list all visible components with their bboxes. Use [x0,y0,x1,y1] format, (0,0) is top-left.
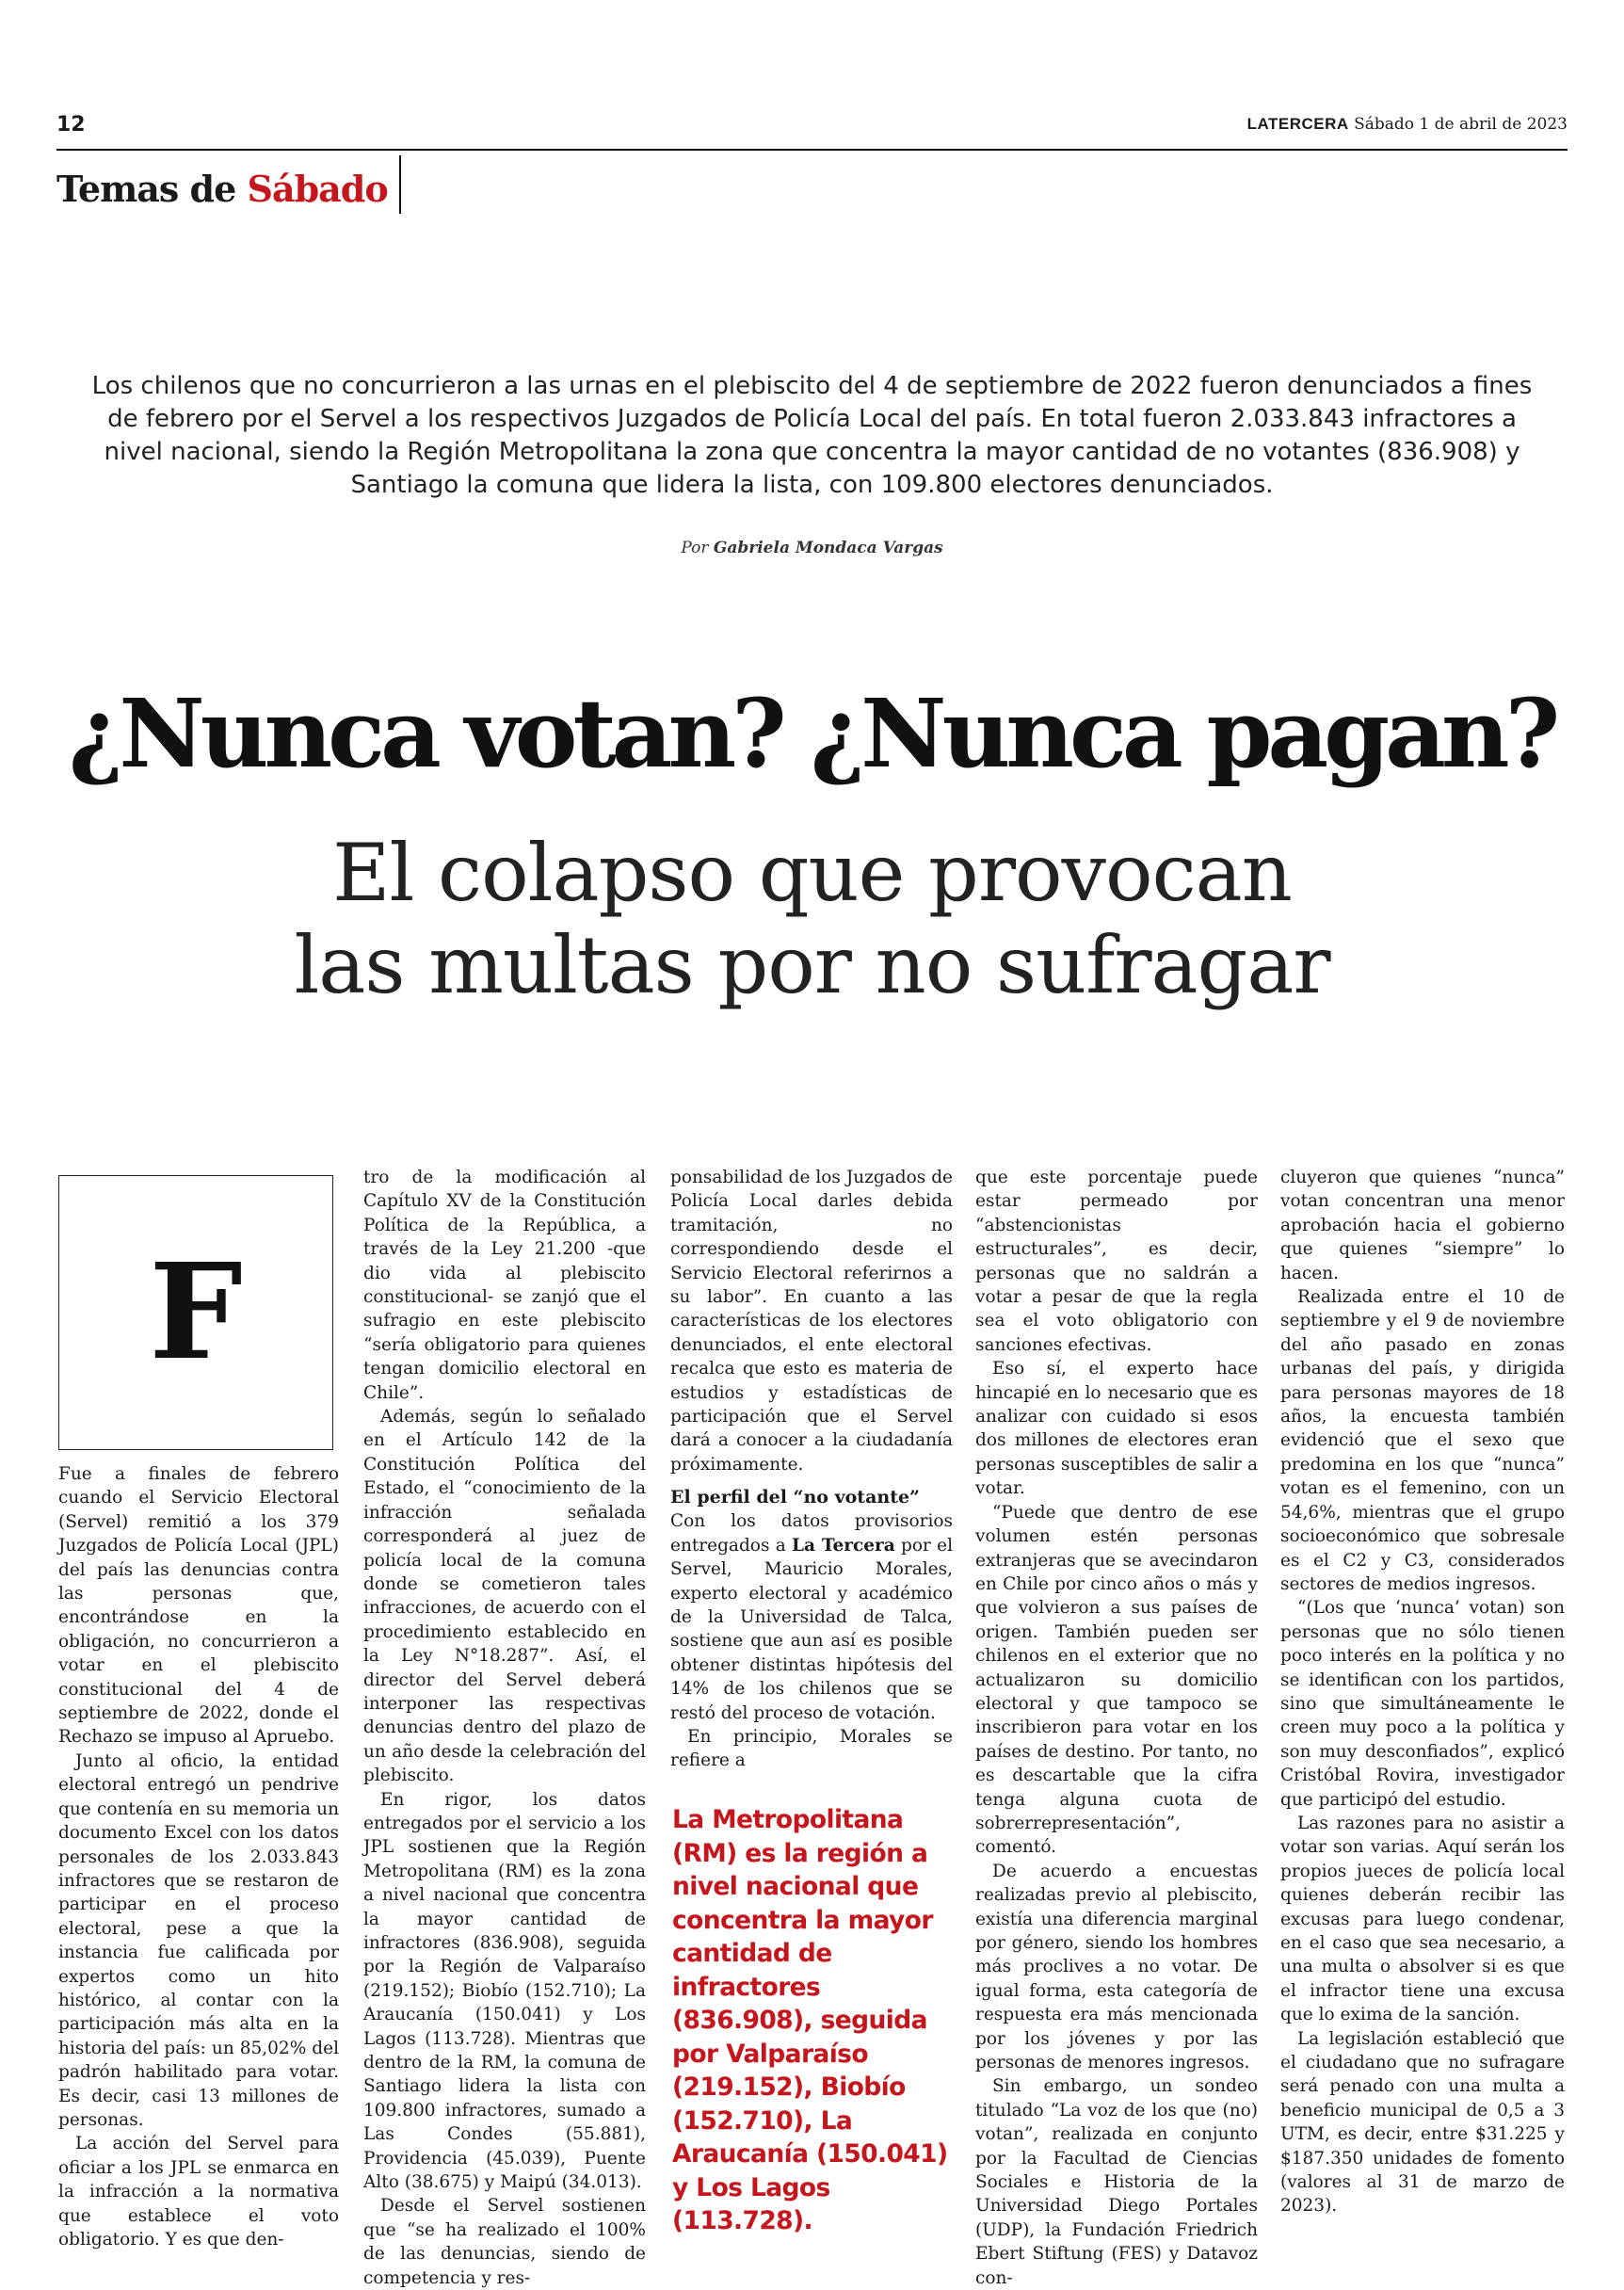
subheadline-line2: las multas por no sufragar [294,919,1330,1011]
subheadline [0,827,1624,1011]
issue-date: Sábado 1 de abril de 2023 [1354,115,1568,134]
paragraph [670,1509,953,1725]
headline: ¿Nunca votan? ¿Nunca pagan? [68,678,1556,789]
column-2 [363,1166,646,2290]
paragraph: que este porcentaje puede estar permeado por “abstencionistas estructurales”, es decir, personas que no saldrán a votar a pesar de que la regla sea el voto obligatorio con sanciones efectivas. [975,1168,1258,1355]
paragraph: Junto al oficio, la entidad electoral entregó un pendrive que contenía en su memoria un documento Excel con los datos personales de los 2.033.843 infractores que se restaron de participar en el proceso electoral, pese a que la instancia fue calificada por expertos como un hito histórico, al contar con la participación más alta en la historia del país: un 85,02% del padrón habilitado para votar. Es decir, casi 13 millones de personas. [58,1750,339,2130]
column-3 [670,1166,953,1773]
byline-author: Gabriela Mondaca Vargas [713,539,943,557]
byline-prefix: Por [681,539,714,557]
paragraph: Realizada entre el 10 de septiembre y el 9 de noviembre del año pasado en zonas urbanas del país, y dirigida para personas mayores de 18 años, la encuesta también evidenció que el sexo que predomina en los que “nunca” votan es el femenino, con un 54,6%, mientras que el grupo socioeconómico que sobresale es el C2 y C3, considerados sectores de medios ingresos. [1280,1287,1565,1594]
paragraph: tro de la modificación al Capítulo XV de la Constitución Política de la República, a través de la Ley 21.200 -que dio vida al plebiscito constitucional- se zanjó que el sufragio en este plebiscito “sería obligatorio para quienes tengan domicilio electoral en Chile”. [363,1168,646,1403]
paragraph: Desde el Servel sostienen que “se ha realizado el 100% de las denuncias, siendo de competencia y res- [363,2196,646,2288]
column-4 [975,1166,1258,2290]
paragraph: La acción del Servel para oficiar a los JPL se enmarca en la infracción a la normativa que establece el voto obligatorio. Y es que den- [58,2134,339,2250]
paragraph: Además, según lo señalado en el Artículo 142 de la Constitución Política del Estado, el “conocimiento de la infracción señalada corresponderá al juez de policía local de la comuna donde se cometieron tales infracciones, de acuerdo con el procedimiento establecido en la Ley N°18.287”. Así, el director del Servel deberá interponer las respectivas denuncias dentro del plazo de un año desde la celebración del plebiscito. [363,1407,646,1786]
newspaper-name: La Tercera [792,1535,895,1556]
section-title [56,168,388,210]
text-run: Con los datos provisorios entregados a [670,1511,953,1556]
paragraph: En rigor, los datos entregados por el servicio a los JPL sostienen que la Región Metropolitana (RM) es la zona a nivel nacional que concentra la mayor cantidad de infractores (836.908), seguida por la Región de Valparaíso (219.152); Biobío (152.710); La Araucanía (150.041) y Los Lagos (113.728). Mientras que dentro de la RM, la comuna de Santiago lidera la lista con 109.800 infractores, sumado a Las Condes (55.881), Providencia (45.039), Puente Alto (38.675) y Maipú (34.013). [363,1789,646,2193]
paragraph: Eso sí, el experto hace hincapié en lo necesario que es analizar con cuidado si esos dos millones de electores eran personas susceptibles de salir a votar. [975,1359,1258,1499]
subheading: El perfil del “no votante” [670,1487,920,1508]
text-run: por el Servel, Mauricio Morales, experto electoral y académico de la Universidad de Talca, sostiene que aun así es posible obtener distintas hipótesis del 14% de los chilenos que se restó del proceso de votación. [670,1535,954,1723]
paragraph: Sin embargo, un sondeo titulado “La voz de los que (no) votan”, realizada en conjunto por la Facultad de Ciencias Sociales e Historia de la Universidad Diego Portales (UDP), la Fundación Friedrich Ebert Stiftung (FES) y Datavoz con- [975,2076,1258,2288]
dropcap-letter: F [149,1235,243,1390]
paragraph: ponsabilidad de los Juzgados de Policía Local darles debida tramitación, no correspondiendo desde el Servicio Electoral referirnos a su labor”. En cuanto a las características de los electores denunciados, el ente electoral recalca que esto es materia de estudios y estadísticas de participación que el Servel dará a conocer a la ciudadanía próximamente. [670,1168,953,1475]
newspaper-brand: LATERCERA [1246,115,1349,133]
byline [0,539,1624,557]
column-5 [1280,1166,1565,2218]
pull-quote: La Metropolitana (RM) es la región a nivel nacional que concentra la mayor cantidad de infractores (836.908), seguida por Valparaíso (219.152), Biobío (152.710), La Araucanía (150.041) y Los Lagos (113.728). [672,1805,948,2235]
paragraph: “Puede que dentro de ese volumen estén personas extranjeras que se avecindaron en Chile por cinco años o más y que volvieron a sus países de origen. También pueden ser chilenos en el exterior que no actualizaron su domicilio electoral y que tampoco se inscribieron para votar en los países de destino. Por tanto, no es descartable que la cifra tenga alguna cuota de sobrerrepresentación”, comentó. [975,1502,1258,1858]
masthead-date [1247,115,1568,134]
paragraph: Fue a finales de febrero cuando el Servicio Electoral (Servel) remitió a los 379 Juzgados de Policía Local (JPL) del país las denuncias contra las personas que, encontrándose en la obligación, no concurrieron a votar en el plebiscito constitucional del 4 de septiembre de 2022, donde el Rechazo se impuso al Apruebo. [58,1464,339,1748]
paragraph: Las razones para no asistir a votar son varias. Aquí serán los propios jueces de policía local quienes deberán recibir las excusas para luego condenar, en el caso que sea necesario, a una multa o absolver si es que el infractor tiene una excusa que lo exima de la sanción. [1280,1813,1565,2025]
section-divider [399,155,401,214]
paragraph: En principio, Morales se refiere a [670,1726,953,1771]
paragraph: De acuerdo a encuestas realizadas previo al plebiscito, existía una diferencia marginal por género, siendo los hombres más proclives a no votar. De igual forma, esta categoría de respuesta era más mencionada por los jóvenes y por las personas de menores ingresos. [975,1861,1258,2073]
paragraph: cluyeron que quienes “nunca” votan concentran una menor aprobación hacia el gobierno que quienes “siempre” lo hacen. [1280,1168,1565,1283]
paragraph: “(Los que ‘nunca’ votan) son personas que no sólo tienen poco interés en la política y no se identifican con los partidos, sino que simultáneamente le creen muy poco a la política y son muy desconfiados”, explicó Cristóbal Rovira, investigador que participó del estudio. [1280,1598,1565,1810]
page-number: 12 [56,113,86,137]
header-rule [56,149,1568,151]
article-lede: Los chilenos que no concurrieron a las urnas en el plebiscito del 4 de septiembre de 2022 fueron denunciados a fines de febrero por el Servel a los respectivos Juzgados de Policía Local del país. En total fueron 2.033.843 infractores a nivel nacional, siendo la Región Metropolitana la zona que concentra la mayor cantidad de no votantes (836.908) y Santiago la comuna que lidera la lista, con 109.800 electores denunciados. [91,372,1533,499]
section-title-part2: Sábado [247,168,388,210]
section-title-part1: Temas de [56,168,248,210]
paragraph: La legislación estableció que el ciudadano que no sufragare será penado con una multa a beneficio municipal de 0,5 a 3 UTM, es decir, entre $31.225 y $187.350 unidades de fomento (valores al 31 de marzo de 2023). [1280,2028,1565,2217]
column-1 [58,1462,339,2251]
subheadline-line1: El colapso que provocan [332,827,1292,919]
